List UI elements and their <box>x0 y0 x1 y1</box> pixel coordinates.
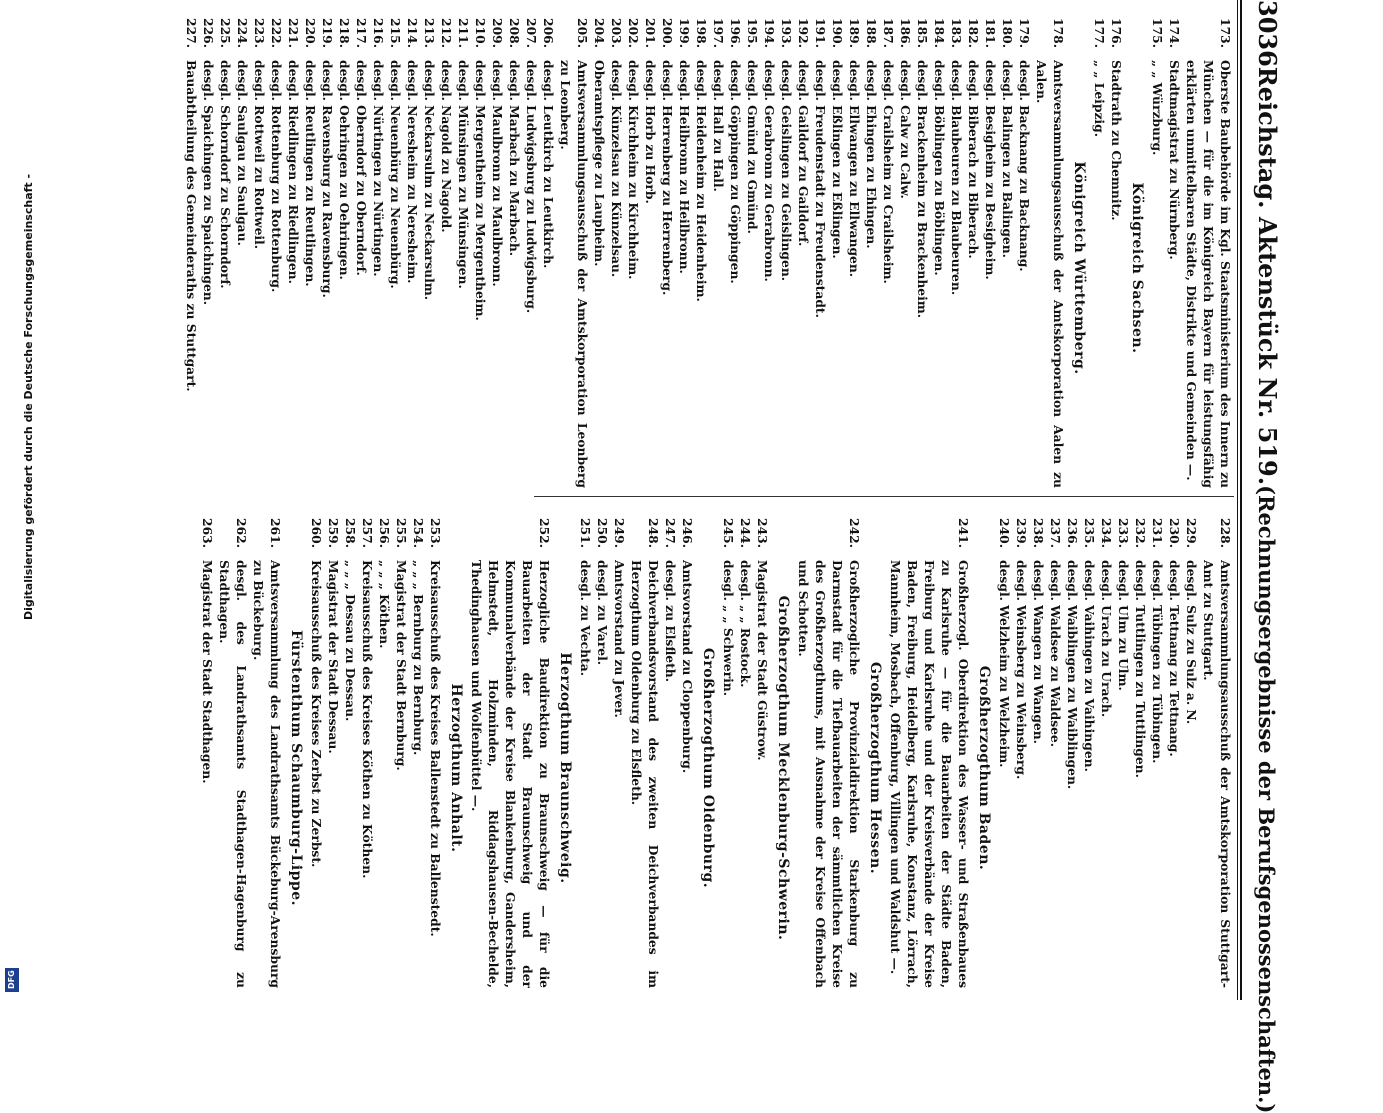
list-item <box>1016 8 1033 488</box>
list-item <box>829 8 846 488</box>
entry-number: 204. <box>592 18 607 48</box>
entry-text: Magistrat der Stadt Stadthagen. <box>200 560 215 784</box>
entry-text: desgl. Heilbronn zu Heilbronn. <box>677 60 692 274</box>
entry-number: 203. <box>609 18 624 48</box>
entry-text: desgl. Weinsberg zu Weinsberg. <box>1014 560 1029 780</box>
entry-number: 257. <box>360 518 375 548</box>
entry-number: 193. <box>779 18 794 48</box>
list-item <box>611 508 628 988</box>
entry-number: 244. <box>738 518 753 548</box>
list-item <box>217 8 234 488</box>
list-item <box>999 8 1016 488</box>
entry-text: Kreisausschuß des Kreises Köthen zu Köthen. <box>360 560 375 879</box>
entry-number: 190. <box>830 18 845 48</box>
list-item <box>679 508 696 988</box>
entry-text: desgl. Kirchheim zu Kirchheim. <box>626 60 641 280</box>
entry-number: 249. <box>612 518 627 548</box>
list-item <box>427 508 444 988</box>
entry-number: 194. <box>762 18 777 48</box>
entry-text: desgl. Sulz zu Sulz a. N. <box>1184 560 1199 725</box>
entry-text: desgl. Freudenstadt zu Freudenstadt. <box>813 60 828 318</box>
list-item <box>250 508 284 988</box>
entry-text: desgl. Gmünd zu Gmünd. <box>745 60 760 234</box>
entry-number: 207. <box>524 18 539 48</box>
entry-text: desgl. Oehringen zu Oehringen. <box>337 60 352 280</box>
entry-text: „ „ „ Dessau zu Dessau. <box>343 560 358 722</box>
entry-number: 231. <box>1150 518 1165 548</box>
entry-number: 223. <box>252 18 267 48</box>
list-item <box>642 8 659 488</box>
list-item <box>234 8 251 488</box>
dfg-logo: DFG <box>5 968 19 992</box>
list-item <box>693 8 710 488</box>
entry-text: desgl. Vaihingen zu Vaihingen. <box>1082 560 1097 772</box>
document-title: Reichstag. Aktenstück Nr. 519. <box>1253 66 1282 486</box>
list-item <box>1149 508 1166 988</box>
entry-number: 234. <box>1099 518 1114 548</box>
entry-text: desgl. zu Varel. <box>595 560 610 666</box>
entry-number: 185. <box>915 18 930 48</box>
entry-number: 183. <box>949 18 964 48</box>
list-item <box>489 8 506 488</box>
list-item <box>342 508 359 988</box>
entry-number: 189. <box>847 18 862 48</box>
entry-number: 237. <box>1048 518 1063 548</box>
entry-number: 246. <box>680 518 695 548</box>
entry-number: 211. <box>456 18 471 48</box>
list-item <box>628 508 662 988</box>
list-item <box>594 508 611 988</box>
list-item <box>744 8 761 488</box>
entry-text: Stadtmagistrat zu Nürnberg. <box>1167 60 1182 260</box>
entry-number: 230. <box>1167 518 1182 548</box>
entry-number: 227. <box>184 18 199 48</box>
entry-text: desgl. Schorndorf zu Schorndorf. <box>218 60 233 289</box>
list-item <box>421 8 438 488</box>
entry-text: desgl. Ravensburg zu Ravensburg. <box>320 60 335 298</box>
section-heading: Großherzogthum Baden. <box>976 665 992 871</box>
entry-number: 253. <box>428 518 443 548</box>
document-subtitle: (Rechnungsergebnisse der Berufsgenossenschaften.) <box>1254 485 1279 1113</box>
section-heading: Großherzogthum Oldenburg. <box>700 647 716 889</box>
entry-text: desgl. Tettnang zu Tettnang. <box>1167 560 1182 757</box>
list-item <box>761 8 778 488</box>
entry-number: 261. <box>268 518 283 548</box>
entry-number: 214. <box>405 18 420 48</box>
entry-text: desgl. Waldsee zu Waldsee. <box>1048 560 1063 748</box>
entry-number: 210. <box>473 18 488 48</box>
list-item <box>812 8 829 488</box>
entry-text: Amtsvorstand zu Cloppenburg. <box>680 560 695 774</box>
entry-number: 224. <box>235 18 250 48</box>
entry-text: desgl. zu Vechta. <box>578 560 593 676</box>
entry-number: 236. <box>1065 518 1080 548</box>
entry-number: 221. <box>286 18 301 48</box>
entry-text: Kreisausschuß des Kreises Ballenstedt zu Ballenstedt. <box>428 560 443 937</box>
section-heading: Fürstenthum Schaumburg-Lippe. <box>288 629 304 907</box>
entry-number: 178. <box>1051 18 1066 48</box>
entry-text: desgl. Mergentheim zu Mergentheim. <box>473 60 488 321</box>
entry-text: desgl. Neuenbürg zu Neuenbürg. <box>388 60 403 289</box>
entry-number: 251. <box>578 518 593 548</box>
entry-number: 206. <box>541 18 556 48</box>
entry-number: 216. <box>371 18 386 48</box>
entry-text: Großherzogliche Provinzialdirektion Starkenburg zu Darmstadt für die Tiefbauarbeiten der sämmtlichen Kreise des Großherzogthums, mit Ausnahme der Kreise Offenbach und Schotten. <box>796 560 862 988</box>
entry-number: 248. <box>646 518 661 548</box>
entry-number: 175. <box>1150 18 1165 48</box>
list-item <box>455 8 472 488</box>
list-item <box>308 508 325 988</box>
entry-number: 255. <box>394 518 409 548</box>
list-item <box>1183 8 1234 488</box>
list-item <box>376 508 393 988</box>
entry-text: desgl. Gaildorf zu Gaildorf. <box>796 60 811 247</box>
entry-number: 239. <box>1014 518 1029 548</box>
entry-text: desgl. Maulbronn zu Maulbronn. <box>490 60 505 287</box>
entry-number: 262. <box>234 518 249 548</box>
list-item <box>608 8 625 488</box>
entry-text: desgl. Backnang zu Backnang. <box>1017 60 1032 272</box>
entry-text: desgl. Calw zu Calw. <box>898 60 913 199</box>
entry-number: 188. <box>864 18 879 48</box>
entry-text: Amtsversammlungsausschuß der Amtskorporation Leonberg zu Leonberg. <box>558 60 590 488</box>
entry-number: 259. <box>326 518 341 548</box>
entry-number: 241. <box>956 518 971 548</box>
entry-number: 205. <box>575 18 590 48</box>
list-item <box>1064 508 1081 988</box>
entry-text: desgl. Tübingen zu Tübingen. <box>1150 560 1165 764</box>
entry-number: 182. <box>966 18 981 48</box>
list-item <box>948 8 965 488</box>
entry-text: desgl. Blaubeuren zu Blaubeuren. <box>949 60 964 296</box>
entry-text: desgl. Nagold zu Nagold. <box>439 60 454 233</box>
entry-text: desgl. Böblingen zu Böblingen. <box>932 60 947 276</box>
entry-number: 220. <box>303 18 318 48</box>
header-rule-thin <box>1237 0 1238 1000</box>
entry-text: „ „ „ Bernburg zu Bernburg. <box>411 560 426 756</box>
list-item <box>557 8 591 488</box>
entry-text: Magistrat der Stadt Güstrow. <box>755 560 770 761</box>
entry-text: desgl. „ „ Rostock. <box>738 560 753 688</box>
list-item <box>795 8 812 488</box>
entry-number: 174. <box>1167 18 1182 48</box>
entry-number: 235. <box>1082 518 1097 548</box>
list-item <box>897 8 914 488</box>
entry-number: 225. <box>218 18 233 48</box>
entry-text: desgl. Göppingen zu Göppingen. <box>728 60 743 284</box>
list-item <box>676 8 693 488</box>
left-column <box>183 8 1234 488</box>
entry-text: Bauabtheilung des Gemeinderaths zu Stuttgart. <box>184 60 199 392</box>
list-item <box>359 508 376 988</box>
entry-text: Amtsversammlungsausschuß der Amtskorporation Aalen zu Aalen. <box>1034 60 1066 488</box>
section-heading: Königreich Sachsen. <box>1129 182 1145 354</box>
list-item <box>659 8 676 488</box>
entry-text: desgl. Waiblingen zu Waiblingen. <box>1065 560 1080 790</box>
section-heading: Herzogthum Anhalt. <box>448 683 464 853</box>
list-item <box>1149 8 1166 488</box>
entry-text: desgl. Welzheim zu Welzheim. <box>997 560 1012 768</box>
list-item <box>591 8 608 488</box>
entry-number: 212. <box>439 18 454 48</box>
entry-text: desgl. Eßlingen zu Eßlingen. <box>830 60 845 259</box>
list-item <box>251 8 268 488</box>
list-item <box>778 8 795 488</box>
entry-text: desgl. Saulgau zu Saulgau. <box>235 60 250 246</box>
list-item <box>336 8 353 488</box>
entry-text: desgl. Riedlingen zu Riedlingen. <box>286 60 301 284</box>
entry-text: desgl. Nürtingen zu Nürtingen. <box>371 60 386 277</box>
entry-text: desgl. Urach zu Urach. <box>1099 560 1114 718</box>
entry-text: desgl. Münsingen zu Münsingen. <box>456 60 471 289</box>
entry-number: 213. <box>422 18 437 48</box>
list-item <box>1033 8 1067 488</box>
list-item <box>393 508 410 988</box>
list-item <box>1081 508 1098 988</box>
entry-text: desgl. Heidenheim zu Heidenheim. <box>694 60 709 302</box>
list-item <box>880 8 897 488</box>
list-item <box>625 8 642 488</box>
list-item <box>438 8 455 488</box>
entry-number: 192. <box>796 18 811 48</box>
entry-text: Herzogliche Baudirektion zu Braunschweig — für die Bauarbeiten der Stadt Braunschweig und der Kommunalverbände der Kreise Blankenburg, Gandersheim, Helmstedt, Holzminden, Riddagshausen-Bechelde, Thedinghausen und Wolfenbüttel —. <box>469 560 552 988</box>
entry-text: desgl. Neresheim zu Neresheim. <box>405 60 420 284</box>
list-item <box>720 508 737 988</box>
list-item <box>1091 8 1108 488</box>
list-item <box>302 8 319 488</box>
entry-text: desgl. Herrenberg zu Herrenberg. <box>660 60 675 296</box>
list-item <box>404 8 421 488</box>
list-item <box>727 8 744 488</box>
list-item <box>200 8 217 488</box>
list-item <box>754 508 771 988</box>
entry-text: desgl. Tuttlingen zu Tuttlingen. <box>1133 560 1148 778</box>
list-item <box>737 508 754 988</box>
entry-number: 197. <box>711 18 726 48</box>
entry-number: 180. <box>1000 18 1015 48</box>
entry-number: 242. <box>847 518 862 548</box>
section-heading: Herzogthum Braunschweig. <box>557 652 573 884</box>
entry-number: 232. <box>1133 518 1148 548</box>
list-item <box>1047 508 1064 988</box>
entry-text: desgl. „ „ Schwerin. <box>721 560 736 696</box>
entry-number: 218. <box>337 18 352 48</box>
list-item <box>914 8 931 488</box>
entry-text: desgl. Hall zu Hall. <box>711 60 726 192</box>
entry-number: 200. <box>660 18 675 48</box>
entry-text: desgl. zu Elsfleth. <box>663 560 678 683</box>
entry-number: 201. <box>643 18 658 48</box>
entry-number: 247. <box>663 518 678 548</box>
entry-number: 238. <box>1031 518 1046 548</box>
entry-number: 208. <box>507 18 522 48</box>
entry-text: desgl. Marbach zu Marbach. <box>507 60 522 257</box>
footer-credit: Digitalisierung gefördert durch die Deutsche Forschungsgemeinschaft - <box>22 173 35 620</box>
entry-text: desgl. Gerabronn zu Gerabronn. <box>762 60 777 282</box>
entry-number: 177. <box>1092 18 1107 48</box>
entry-text: Deichverbandsvorstand des zweiten Deichverbandes im Herzogthum Oldenburg zu Elsfleth. <box>629 560 661 988</box>
entry-text: desgl. Brackenheim zu Brackenheim. <box>915 60 930 319</box>
entry-text: desgl. Besigheim zu Besigheim. <box>983 60 998 280</box>
entry-number: 260. <box>309 518 324 548</box>
list-item <box>931 8 948 488</box>
page-header <box>1242 0 1282 1113</box>
entry-number: 198. <box>694 18 709 48</box>
entry-number: 219. <box>320 18 335 48</box>
entry-text: desgl. Balingen zu Balingen. <box>1000 60 1015 258</box>
entry-text: desgl. Geislingen zu Geislingen. <box>779 60 794 282</box>
entry-text: desgl. Ehingen zu Ehingen. <box>864 60 879 249</box>
entry-number: 195. <box>745 18 760 48</box>
entry-text: Amtsversammlung des Landrathsamts Bückeburg-Arensburg zu Bückeburg. <box>251 560 283 988</box>
list-item <box>268 8 285 488</box>
entry-number: 181. <box>983 18 998 48</box>
entry-text: desgl. Künzelsau zu Künzelsau. <box>609 60 624 278</box>
entry-number: 250. <box>595 518 610 548</box>
list-item <box>319 8 336 488</box>
list-item <box>468 508 553 988</box>
entry-number: 228. <box>1218 518 1233 548</box>
entry-text: Amtsvorstand zu Jever. <box>612 560 627 718</box>
list-item <box>410 508 427 988</box>
entry-text: desgl. Crailsheim zu Crailsheim. <box>881 60 896 284</box>
entry-number: 252. <box>537 518 552 548</box>
entry-number: 173. <box>1218 18 1233 48</box>
list-item <box>199 508 216 988</box>
right-column <box>199 508 1234 988</box>
list-item <box>863 8 880 488</box>
list-item <box>577 508 594 988</box>
entry-text: desgl. Neckarsulm zu Neckarsulm. <box>422 60 437 301</box>
list-item <box>846 8 863 488</box>
list-item <box>472 8 489 488</box>
entry-text: desgl. Ellwangen zu Ellwangen. <box>847 60 862 278</box>
entry-number: 209. <box>490 18 505 48</box>
list-item <box>216 508 250 988</box>
entry-number: 184. <box>932 18 947 48</box>
entry-text: desgl. Ulm zu Ulm. <box>1116 560 1131 691</box>
list-item <box>1183 508 1200 988</box>
entry-number: 256. <box>377 518 392 548</box>
list-item <box>353 8 370 488</box>
entry-text: desgl. Rottweil zu Rottweil. <box>252 60 267 250</box>
entry-text: desgl. Spaichingen zu Spaichingen. <box>201 60 216 305</box>
entry-text: Magistrat der Stadt Bernburg. <box>394 560 409 771</box>
list-item <box>1200 508 1234 988</box>
entry-text: desgl. Leutkirch zu Leutkirch. <box>541 60 556 269</box>
entry-number: 196. <box>728 18 743 48</box>
list-item <box>982 8 999 488</box>
list-item <box>1013 508 1030 988</box>
list-item <box>996 508 1013 988</box>
entry-number: 222. <box>269 18 284 48</box>
digitization-footer <box>2 0 35 1000</box>
entry-number: 243. <box>755 518 770 548</box>
column-divider <box>534 496 1234 497</box>
entry-number: 226. <box>201 18 216 48</box>
entry-number: 217. <box>354 18 369 48</box>
list-item <box>506 8 523 488</box>
list-item <box>965 8 982 488</box>
entry-text: desgl. Horb zu Horb. <box>643 60 658 204</box>
entry-number: 229. <box>1184 518 1199 548</box>
entry-number: 179. <box>1017 18 1032 48</box>
entry-number: 245. <box>721 518 736 548</box>
entry-number: 199. <box>677 18 692 48</box>
list-item <box>183 8 200 488</box>
list-item <box>523 8 540 488</box>
entry-text: „ „ Leipzig. <box>1092 60 1107 137</box>
header-rule <box>1240 0 1242 1000</box>
list-item <box>387 8 404 488</box>
entry-text: desgl. des Landrathsamts Stadthagen-Hagenburg zu Stadthagen. <box>217 560 249 988</box>
list-item <box>370 8 387 488</box>
list-item <box>325 508 342 988</box>
entry-number: 263. <box>200 518 215 548</box>
section-heading: Großherzogthum Hessen. <box>867 661 883 875</box>
entry-text: Oberamtspflege zu Laupheim. <box>592 60 607 267</box>
list-item <box>1115 508 1132 988</box>
entry-number: 187. <box>881 18 896 48</box>
entry-text: „ „ „ Köthen. <box>377 560 392 649</box>
list-item <box>1166 8 1183 488</box>
entry-text: Stadtrath zu Chemnitz. <box>1109 60 1124 221</box>
entry-text: Magistrat der Stadt Dessau. <box>326 560 341 754</box>
list-item <box>1132 508 1149 988</box>
entry-number: 254. <box>411 518 426 548</box>
entry-text: desgl. Rottenburg zu Rottenburg. <box>269 60 284 293</box>
entry-text: desgl. Wangen zu Wangen. <box>1031 560 1046 744</box>
entry-text: Oberste Baubehörde im Kgl. Staatsministerium des Innern zu München — für die im Königreich Bayern für leistungsfähig erklärten unmittelbaren Städte, Distrikte und Gemeinden —. <box>1184 60 1233 488</box>
entry-text: desgl. Oberndorf zu Oberndorf. <box>354 60 369 276</box>
entry-text: Großherzogl. Oberdirektion des Wasser- und Straßenbaues zu Karlsruhe — für die Bauarbeiten der Städte Baden, Freiburg und Karlsruhe und der Kreisverbände der Kreise Baden, Freiburg, Heidelberg, Karlsruhe, Konstanz, Lörrach, Mannheim, Mosbach, Offenburg, Villingen und Waldshut —. <box>888 560 971 988</box>
entry-number: 176. <box>1109 18 1124 48</box>
entry-number: 258. <box>343 518 358 548</box>
list-item <box>1108 8 1125 488</box>
list-item <box>710 8 727 488</box>
list-item <box>285 8 302 488</box>
list-item <box>1166 508 1183 988</box>
entry-text: Amtsversammlungsausschuß der Amtskorporation Stuttgart-Amt zu Stuttgart. <box>1201 560 1233 988</box>
list-item <box>795 508 863 988</box>
entry-text: Kreisausschuß des Kreises Zerbst zu Zerbst. <box>309 560 324 868</box>
entry-text: „ „ Würzburg. <box>1150 60 1165 156</box>
entry-number: 240. <box>997 518 1012 548</box>
entry-number: 191. <box>813 18 828 48</box>
entry-number: 233. <box>1116 518 1131 548</box>
entry-text: desgl. Ludwigsburg zu Ludwigsburg. <box>524 60 539 314</box>
list-item <box>1098 508 1115 988</box>
list-item <box>540 8 557 488</box>
list-item <box>1030 508 1047 988</box>
entry-number: 186. <box>898 18 913 48</box>
entry-text: desgl. Reutlingen zu Reutlingen. <box>303 60 318 287</box>
section-heading: Königreich Württemberg. <box>1071 161 1087 375</box>
list-item <box>887 508 972 988</box>
entry-text: desgl. Biberach zu Biberach. <box>966 60 981 259</box>
entry-number: 202. <box>626 18 641 48</box>
section-heading: Großherzogthum Mecklenburg-Schwerin. <box>775 595 791 941</box>
entry-number: 215. <box>388 18 403 48</box>
list-item <box>662 508 679 988</box>
page-number: 3036 <box>1253 0 1282 67</box>
